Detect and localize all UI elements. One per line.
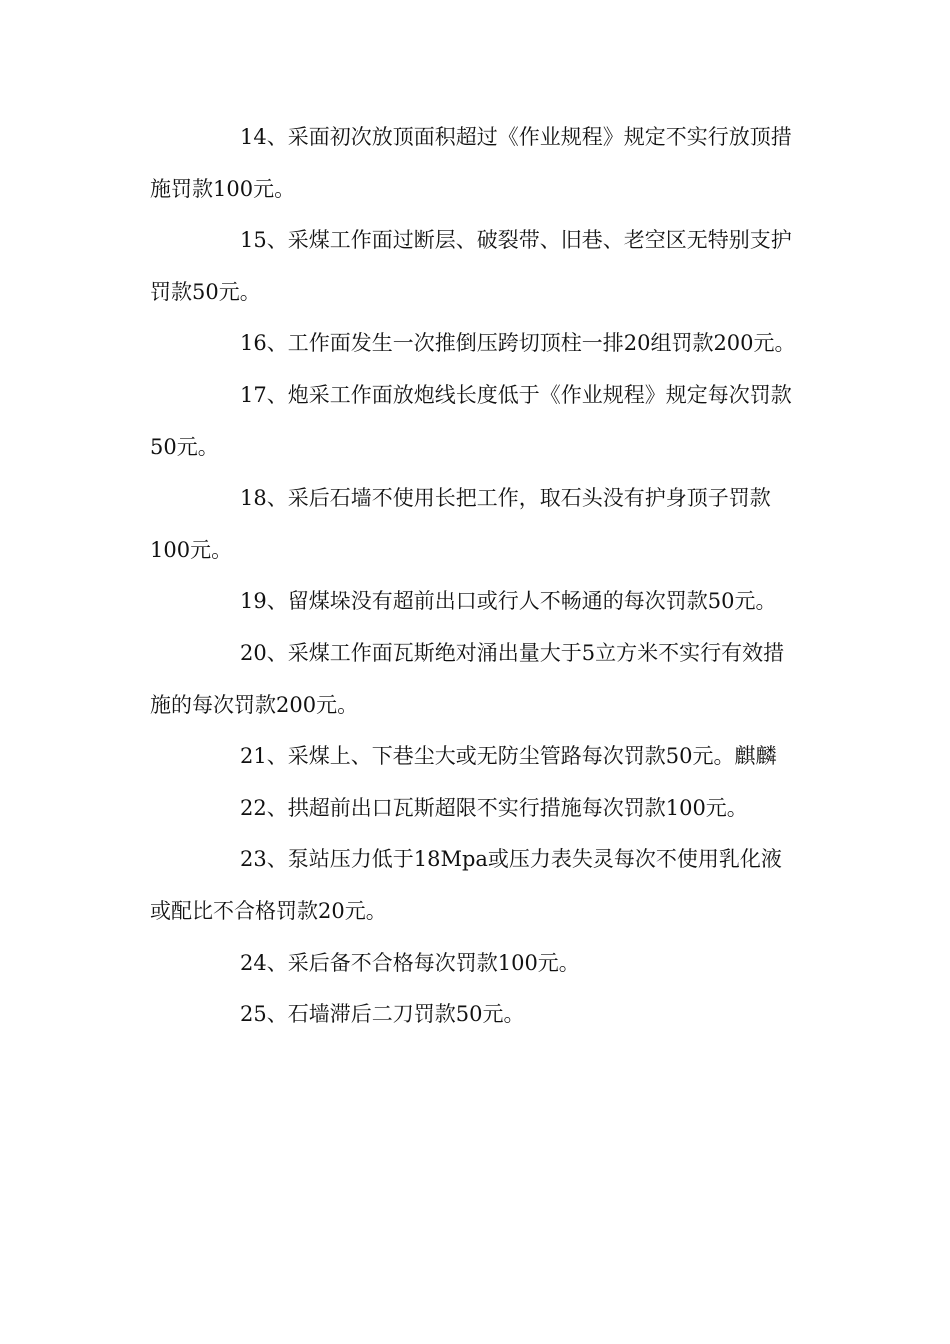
paragraph-16: 16、工作面发生一次推倒压跨切顶柱一排20组罚款200元。 bbox=[240, 331, 796, 356]
paragraph-21: 21、采煤上、下巷尘大或无防尘管路每次罚款50元。麒麟 bbox=[240, 744, 777, 769]
paragraph-17: 17、炮采工作面放炮线长度低于《作业规程》规定每次罚款50元。 bbox=[150, 382, 792, 459]
paragraph-20: 20、采煤工作面瓦斯绝对涌出量大于5立方米不实行有效措施的每次罚款200元。 bbox=[150, 640, 785, 717]
paragraph-15: 15、采煤工作面过断层、破裂带、旧巷、老空区无特别支护罚款50元。 bbox=[150, 228, 792, 304]
paragraph-14: 14、采面初次放顶面积超过《作业规程》规定不实行放顶措施罚款100元。 bbox=[150, 125, 792, 201]
paragraph-22: 22、拱超前出口瓦斯超限不实行措施每次罚款100元。 bbox=[240, 795, 748, 820]
paragraph-24: 24、采后备不合格每次罚款100元。 bbox=[240, 950, 580, 975]
paragraph-19: 19、留煤垛没有超前出口或行人不畅通的每次罚款50元。 bbox=[240, 589, 777, 614]
document-body bbox=[150, 112, 800, 1041]
paragraph-23: 23、泵站压力低于18Mpa或压力表失灵每次不使用乳化液或配比不合格罚款20元。 bbox=[150, 847, 782, 923]
paragraph-25: 25、石墙滞后二刀罚款50元。 bbox=[240, 1002, 525, 1027]
paragraph-18: 18、采后石墙不使用长把工作，取石头没有护身顶子罚款100元。 bbox=[150, 486, 771, 562]
